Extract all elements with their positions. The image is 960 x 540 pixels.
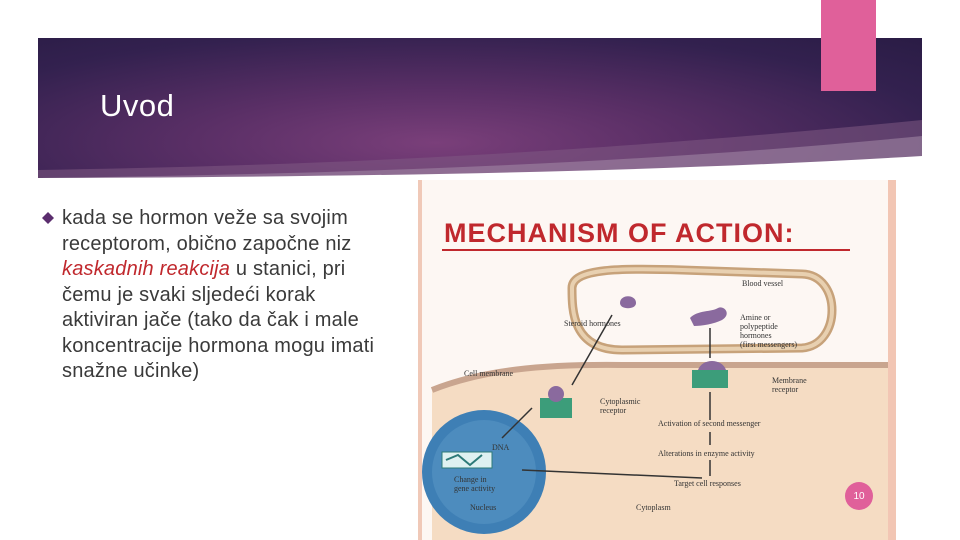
blood-vessel-inner (572, 269, 832, 350)
label-steroid-hormones: Steroid hormones (564, 319, 621, 328)
mechanism-diagram (418, 180, 896, 540)
label-amine-2: polypeptide (740, 322, 778, 331)
label-blood-vessel: Blood vessel (742, 279, 784, 288)
diagram-heading: MECHANISM OF ACTION: (444, 218, 795, 248)
label-nucleus: Nucleus (470, 503, 497, 512)
bullet-text-part1: kada se hormon veže sa svojim receptorom, obično započne niz (62, 207, 352, 255)
diamond-bullet-icon (42, 212, 54, 224)
steroid-hormone (620, 296, 636, 308)
label-cytoplasm: Cytoplasm (636, 503, 671, 512)
label-membrane-receptor-1: Membrane (772, 376, 807, 385)
label-change-2: gene activity (454, 484, 496, 493)
label-activation: Activation of second messenger (658, 419, 761, 428)
bullet-item (42, 206, 387, 385)
label-amine-4: (first messengers) (740, 340, 798, 349)
bullet-text (62, 206, 387, 385)
bullet-text-part2: u stanici, pri čemu je svaki sljedeći korak aktiviran jače (tako da čak i male koncentracije hormona mogu imati snažne učinke) (62, 258, 375, 382)
label-target: Target cell responses (674, 479, 741, 488)
bullet-highlight: kaskadnih reakcija (62, 258, 231, 280)
label-cytoplasmic-1: Cytoplasmic (600, 397, 641, 406)
label-change-1: Change in (454, 475, 487, 484)
slide-title: Uvod (100, 88, 175, 123)
blood-vessel (572, 269, 832, 350)
accent-tab (821, 0, 876, 91)
mechanism-diagram-svg (422, 180, 888, 540)
membrane-receptor (692, 370, 728, 388)
amine-hormone (690, 307, 727, 326)
label-dna: DNA (492, 443, 510, 452)
label-amine-3: hormones (740, 331, 772, 340)
label-membrane-receptor-2: receptor (772, 385, 799, 394)
dna-strand (442, 452, 492, 468)
label-alterations: Alterations in enzyme activity (658, 449, 755, 458)
label-amine-1: Amine or (740, 313, 771, 322)
cytoplasmic-hormone (548, 386, 564, 402)
label-cell-membrane: Cell membrane (464, 369, 514, 378)
page-number-badge: 10 (845, 482, 873, 510)
label-cytoplasmic-2: receptor (600, 406, 627, 415)
